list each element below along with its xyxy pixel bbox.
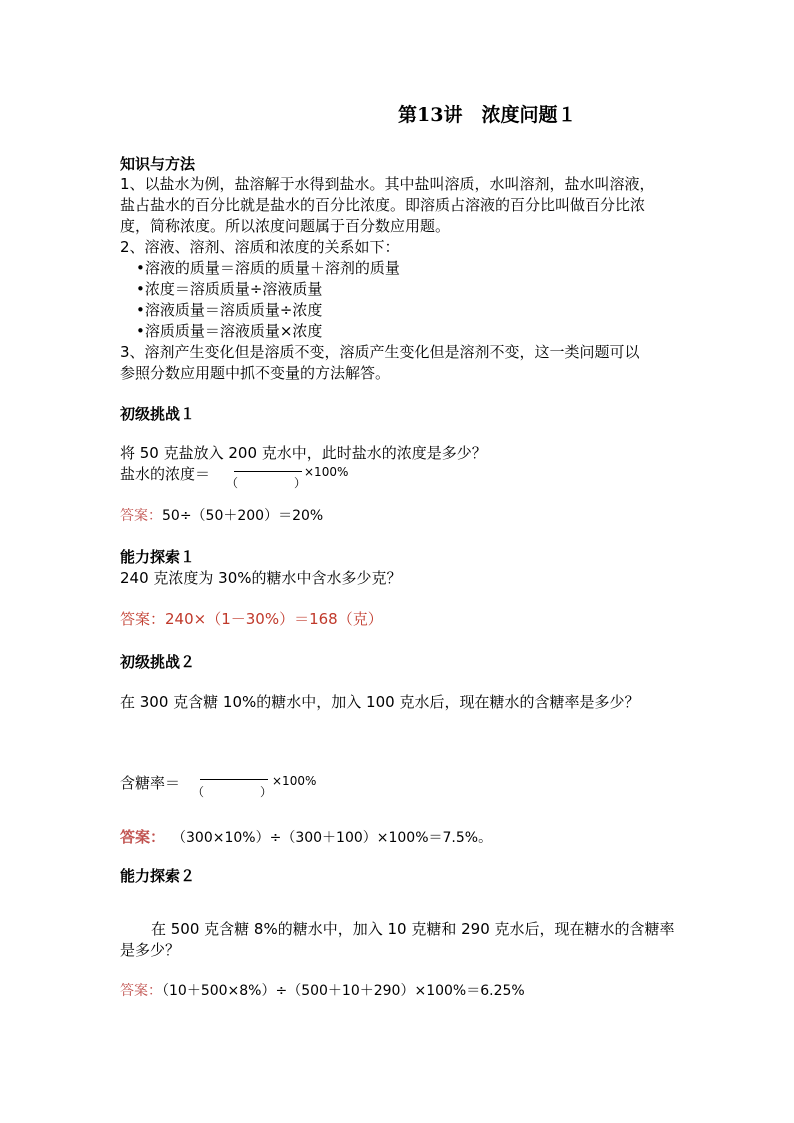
knowledge-bullet-3: •溶液质量＝溶质质量÷浓度 [136, 301, 323, 319]
s2-heading: 能力探索１ [120, 548, 196, 566]
s3-answer-label: 答案： [120, 828, 166, 846]
s4-question-line-1: 在 500 克含糖 8%的糖水中，加入 10 克糖和 290 克水后，现在糖水的含糖率 [151, 920, 675, 938]
s1-formula-label: 盐水的浓度＝ [120, 465, 211, 483]
s3-answer [120, 826, 492, 847]
s4-answer-text: （10＋500×8%）÷（500＋10＋290）×100%＝6.25% [162, 983, 525, 999]
s2-answer-text: 240×（1－30%）＝168（克） [165, 610, 383, 628]
knowledge-line-5: 3、溶剂产生变化但是溶质不变，溶质产生变化但是溶剂不变，这一类问题可以 [120, 343, 640, 361]
knowledge-bullet-2: •浓度＝溶质质量÷溶液质量 [136, 280, 323, 298]
s3-paren-right: ） [260, 785, 273, 799]
s1-answer-label: 答案： [120, 508, 162, 524]
knowledge-line-4: 2、溶液、溶剂、溶质和浓度的关系如下： [120, 238, 400, 256]
s3-heading: 初级挑战２ [120, 653, 196, 671]
s3-fraction-line [200, 779, 268, 780]
s1-heading: 初级挑战１ [120, 405, 196, 423]
knowledge-line-3: 度，简称浓度。所以浓度问题属于百分数应用题。 [120, 217, 451, 235]
s4-question-line-2: 是多少？ [120, 941, 181, 959]
s1-answer [120, 505, 323, 525]
s1-formula-suffix: ×100% [304, 465, 349, 479]
knowledge-heading: 知识与方法 [120, 155, 196, 173]
s2-answer [120, 608, 383, 629]
s3-question: 在 300 克含糖 10%的糖水中，加入 100 克水后，现在糖水的含糖率是多少？ [120, 693, 640, 711]
s4-answer [120, 980, 525, 1000]
s3-formula-suffix: ×100% [272, 774, 317, 788]
s3-answer-text: （300×10%）÷（300＋100）×100%＝7.5%。 [179, 830, 493, 846]
s2-question: 240 克浓度为 30%的糖水中含水多少克？ [120, 569, 402, 587]
s1-paren-left: （ [226, 476, 239, 490]
s4-answer-label: 答案： [120, 983, 162, 999]
s1-question: 将 50 克盐放入 200 克水中，此时盐水的浓度是多少？ [120, 444, 487, 462]
s1-answer-text: 50÷（50＋200）＝20% [162, 508, 324, 524]
knowledge-bullet-4: •溶质质量＝溶液质量×浓度 [136, 322, 323, 340]
s1-fraction-line [234, 471, 302, 472]
knowledge-line-6: 参照分数应用题中抓不变量的方法解答。 [120, 364, 391, 382]
s1-paren-right: ） [294, 476, 307, 490]
knowledge-line-1: 1、以盐水为例，盐溶解于水得到盐水。其中盐叫溶质，水叫溶剂，盐水叫溶液， [120, 175, 655, 193]
knowledge-line-2: 盐占盐水的百分比就是盐水的百分比浓度。即溶质占溶液的百分比叫做百分比浓 [120, 196, 646, 214]
s3-formula-label: 含糖率＝ [120, 774, 181, 792]
s4-heading: 能力探索２ [120, 867, 196, 885]
s2-answer-label: 答案： [120, 610, 166, 628]
page-title: 第13讲 浓度问题１ [398, 104, 577, 126]
s3-paren-left: （ [192, 785, 205, 799]
knowledge-bullet-1: •溶液的质量＝溶质的质量＋溶剂的质量 [136, 259, 400, 277]
